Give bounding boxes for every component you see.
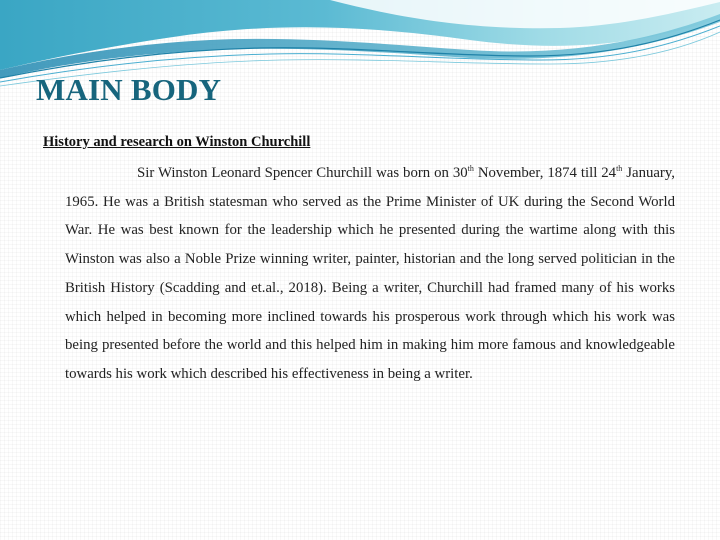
ordinal-suffix: th [616, 164, 623, 173]
page-title: MAIN BODY [36, 72, 222, 107]
section-heading: History and research on Winston Churchill [43, 134, 311, 150]
paragraph-text-part: November, 1874 till 24 [473, 165, 617, 181]
ordinal-suffix: th [467, 164, 474, 173]
paragraph-text-part: Sir Winston Leonard Spencer Churchill was born on 30 [137, 165, 468, 181]
body-paragraph [65, 159, 675, 389]
paragraph-text-part: January, 1965. He was a British statesman who served as the Prime Minister of UK during the Second World War. He was best known for the leadership which he presented during the wartime along with this Winston was also a Noble Prize winning writer, painter, historian and the long served politician in the British History (Scadding and et.al., 2018). Being a writer, Churchill had framed many of his works which helped in becoming more inclined towards his prosperous work through which his work was being presented before the world and this helped him in making him more famous and knowledgeable towards his work which described his effectiveness in being a writer. [65, 165, 675, 382]
